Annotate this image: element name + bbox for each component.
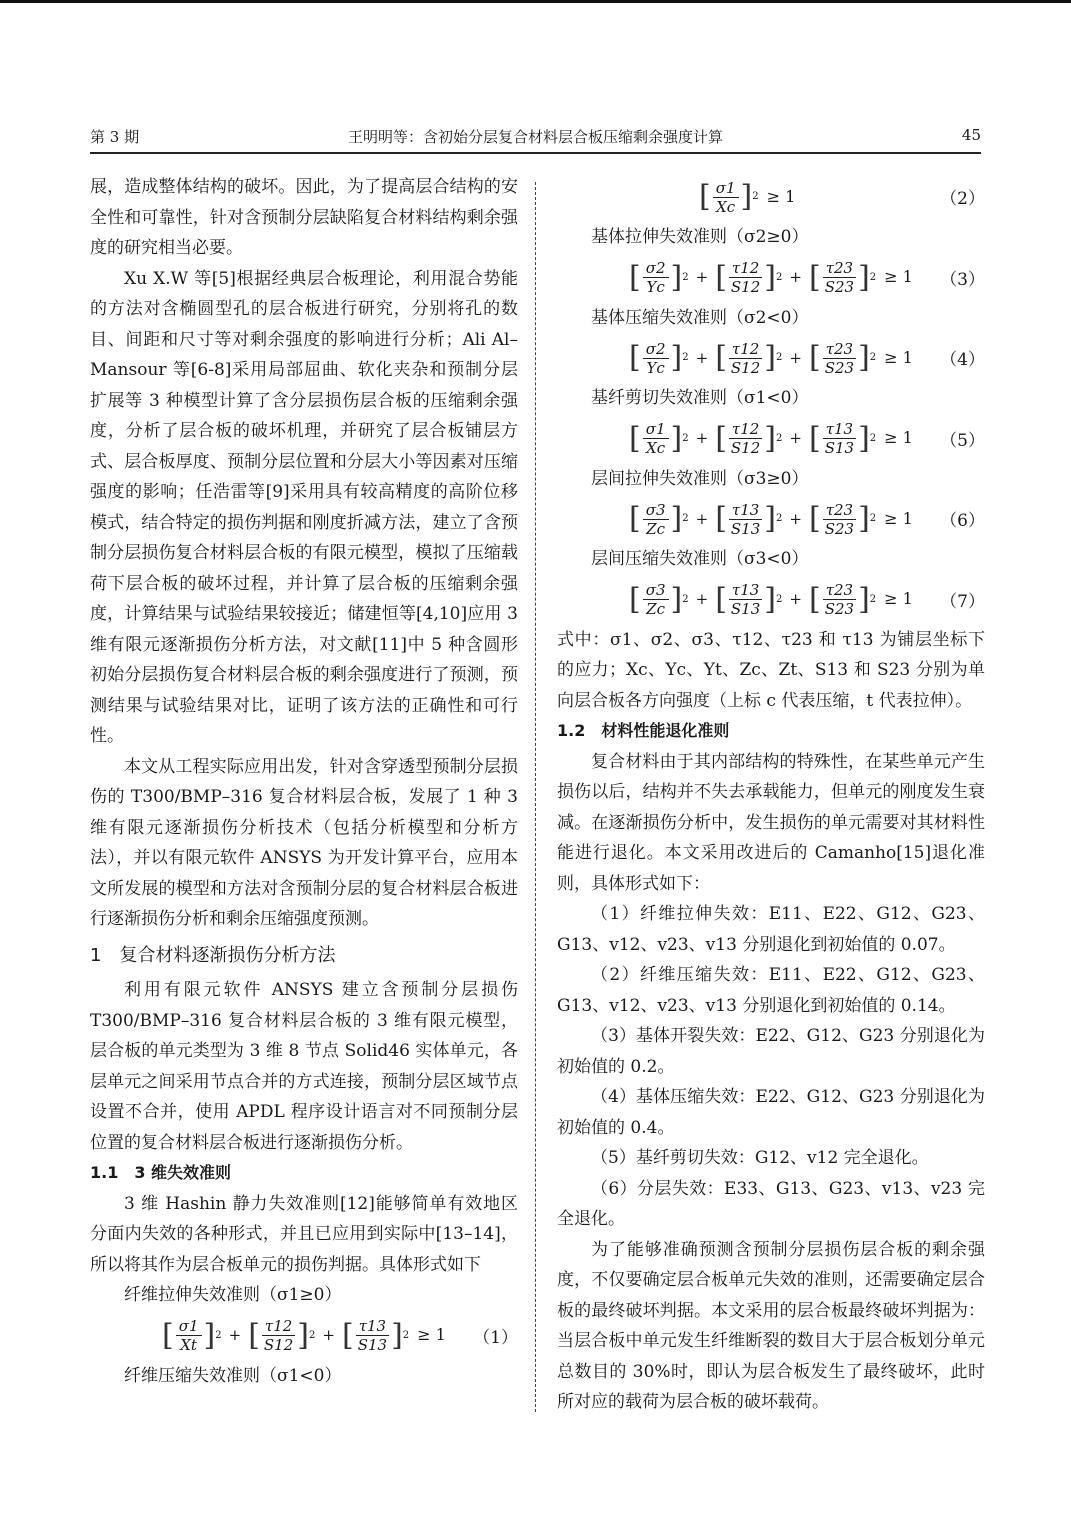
bracket-term: [ $\frac{\sigma 3}{Zc}$ ] 2 xyxy=(629,581,689,618)
paragraph: 利用有限元软件 ANSYS 建立含预制分层损伤 T300/BMP–316 复合材料层合板的 3 维有限元模型，层合板的单元类型为 3 维 8 节点 Solid46 实体单元，各层单元之间采用节点合并的方式连接，预制分层区域节点设置不合并，使用 APDL 程序设计语言对不同预制分层位置的复合材料层合板进行逐渐损伤分析。 xyxy=(90,980,518,1153)
plus-sign: + xyxy=(695,509,709,528)
equation xyxy=(557,333,985,383)
denominator: S13 xyxy=(357,1336,388,1354)
left-bracket: [ xyxy=(341,1317,354,1353)
criterion-label: 纤维拉伸失效准则（σ1≥0） xyxy=(124,1285,342,1305)
left-bracket: [ xyxy=(629,581,641,617)
fraction xyxy=(823,501,856,538)
left-bracket: [ xyxy=(808,259,821,295)
criterion-label: 纤维压缩失效准则（σ1<0） xyxy=(124,1365,342,1386)
right-bracket: ] xyxy=(764,501,777,536)
plus-sign: + xyxy=(789,429,802,448)
left-bracket: [ xyxy=(629,340,641,375)
inequality: ≥ 1 xyxy=(884,428,913,448)
bracket-term: [ $\frac{\tau 23}{S23}$ ] 2 xyxy=(808,259,877,296)
bracket-term: [ $\frac{\tau 13}{S13}$ ] 2 xyxy=(341,1317,410,1354)
running-header xyxy=(90,126,981,154)
right-bracket: ] xyxy=(670,501,683,536)
bracket-term: [ $\frac{\tau 12}{S12}$ ] 2 xyxy=(248,1317,316,1354)
numerator: τ13 xyxy=(823,420,856,439)
denominator: S13 xyxy=(730,519,761,538)
denominator: S13 xyxy=(824,439,855,457)
bracket-term: [ $\frac{\tau 12}{S12}$ ] 2 xyxy=(715,339,783,377)
equation-number: （7） xyxy=(940,591,985,612)
page-number: 45 xyxy=(961,126,981,144)
fraction xyxy=(823,259,856,296)
left-bracket: [ xyxy=(629,259,641,295)
denominator: S12 xyxy=(730,278,761,296)
left-bracket: [ xyxy=(808,501,821,536)
inequality: ≥ 1 xyxy=(884,508,913,528)
plus-sign: + xyxy=(322,1326,335,1345)
denominator: Zc xyxy=(646,519,666,538)
numerator: σ2 xyxy=(643,259,669,278)
bracket-term: [ $\frac{\tau 23}{S23}$ ] 2 xyxy=(808,339,877,377)
fraction xyxy=(823,340,856,377)
plus-sign: + xyxy=(695,429,709,448)
criterion-label: 层间压缩失效准则（σ3<0） xyxy=(591,549,809,569)
equation xyxy=(557,172,985,222)
criterion-label: 基纤剪切失效准则（σ1<0） xyxy=(591,388,809,408)
plus-sign: + xyxy=(228,1326,242,1345)
bracket-term: [ $\frac{\tau 13}{S13}$ ] 2 xyxy=(715,500,783,538)
bracket-term: [ $\frac{\sigma 1}{Xt}$ ] 2 xyxy=(162,1317,222,1354)
numerator: τ13 xyxy=(729,501,762,520)
fraction xyxy=(729,259,762,296)
right-bracket: ] xyxy=(858,581,870,617)
paragraph: 复合材料由于其内部结构的特殊性，在某些单元产生损伤以后，结构并不失去承载能力，但单元的刚度发生衰减。在逐渐损伤分析中，发生损伤的单元需要对其材料性能进行退化。本文采用改进后的 Camanho[15]退化准则，具体形式如下： xyxy=(557,751,985,894)
bracket-term: [ $\frac{\sigma 2}{Yc}$ ] 2 xyxy=(629,339,689,377)
right-bracket: ] xyxy=(391,1317,403,1353)
equation xyxy=(557,494,985,544)
left-column xyxy=(90,172,518,1391)
plus-sign: + xyxy=(789,509,802,528)
denominator: Zc xyxy=(646,600,666,618)
right-bracket: ] xyxy=(858,259,870,295)
denominator: Xc xyxy=(646,439,666,457)
criterion-label: 基体拉伸失效准则（σ2≥0） xyxy=(591,227,809,247)
inequality: ≥ 1 xyxy=(766,186,796,206)
numerator: τ12 xyxy=(262,1317,295,1336)
right-column xyxy=(557,172,985,1418)
plus-sign: + xyxy=(695,590,709,609)
paragraph: 3 维 Hashin 静力失效准则[12]能够简单有效地区分面内失效的各种形式，并且已应用到实际中[13–14]，所以将其作为层合板单元的损伤判据。具体形式如下 xyxy=(90,1193,518,1275)
fraction xyxy=(729,501,762,538)
plus-sign: + xyxy=(789,348,802,367)
right-bracket: ] xyxy=(858,420,870,456)
fraction xyxy=(356,1317,389,1354)
right-bracket: ] xyxy=(203,1317,216,1353)
bracket-term: [ $\frac{\tau 23}{S23}$ ] 2 xyxy=(808,500,877,538)
subsection-heading: 1.2 材料性能退化准则 xyxy=(557,721,730,740)
numerator: σ3 xyxy=(643,501,669,520)
fraction xyxy=(729,581,762,618)
numerator: σ1 xyxy=(713,179,739,198)
paragraph: 展，造成整体结构的破坏。因此，为了提高层合结构的安全性和可靠性，针对含预制分层缺陷复合材料结构剩余强度的研究相当必要。 xyxy=(90,177,518,258)
denominator: Xc xyxy=(716,197,736,216)
right-bracket: ] xyxy=(858,501,870,536)
numerator: σ2 xyxy=(643,340,669,359)
left-bracket: [ xyxy=(248,1317,260,1353)
right-bracket: ] xyxy=(764,581,777,617)
bracket-term: [ $\frac{\sigma 1}{Xc}$ ] 2 xyxy=(629,420,689,457)
equation-number: （1） xyxy=(473,1327,518,1348)
left-bracket: [ xyxy=(715,501,727,536)
plus-sign: + xyxy=(695,348,709,367)
fraction xyxy=(262,1317,295,1354)
right-bracket: ] xyxy=(764,259,777,295)
list-item: （1）纤维拉伸失效：E11、E22、G12、G23、G13、v12、v23、v13 分别退化到初始值的 0.07。 xyxy=(557,904,985,955)
list-item: （5）基纤剪切失效：G12、v12 完全退化。 xyxy=(591,1148,929,1168)
denominator: Yc xyxy=(646,278,665,296)
equation xyxy=(90,1311,518,1361)
right-bracket: ] xyxy=(764,340,777,375)
numerator: τ23 xyxy=(823,340,856,359)
numerator: τ23 xyxy=(823,501,856,520)
list-item: （3）基体开裂失效：E22、G12、G23 分别退化为初始值的 0.2。 xyxy=(557,1026,985,1077)
denominator: S12 xyxy=(730,358,761,377)
denominator: Yc xyxy=(646,358,665,377)
fraction xyxy=(643,501,669,538)
left-bracket: [ xyxy=(715,581,727,617)
denominator: S23 xyxy=(824,358,855,377)
right-bracket: ] xyxy=(670,259,683,295)
equation-number: （3） xyxy=(940,269,985,290)
denominator: S12 xyxy=(263,1336,294,1354)
fraction xyxy=(823,581,856,618)
bracket-term: [ $\frac{\sigma 3}{Zc}$ ] 2 xyxy=(629,500,689,538)
fraction xyxy=(643,259,669,296)
right-bracket: ] xyxy=(670,420,683,456)
bracket-term: [ $\frac{\sigma 1}{Xc}$ ] 2 xyxy=(699,178,759,216)
fraction xyxy=(643,581,669,618)
left-bracket: [ xyxy=(629,501,641,536)
running-title: 王明明等：含初始分层复合材料层合板压缩剩余强度计算 xyxy=(347,128,723,146)
numerator: τ12 xyxy=(729,259,762,278)
denominator: S12 xyxy=(730,439,761,457)
left-bracket: [ xyxy=(715,340,727,375)
list-item: （6）分层失效：E33、G13、G23、v13、v23 完全退化。 xyxy=(557,1178,985,1229)
plus-sign: + xyxy=(789,590,802,609)
list-item: （4）基体压缩失效：E22、G12、G23 分别退化为初始值的 0.4。 xyxy=(557,1087,985,1138)
plus-sign: + xyxy=(695,268,709,287)
equation-number: （2） xyxy=(940,189,985,209)
bracket-term: [ $\frac{\sigma 2}{Yc}$ ] 2 xyxy=(629,259,689,296)
numerator: σ1 xyxy=(643,420,669,439)
numerator: τ13 xyxy=(729,581,762,600)
fraction xyxy=(643,420,669,457)
fraction xyxy=(729,420,762,457)
inequality: ≥ 1 xyxy=(884,267,913,287)
fraction xyxy=(713,179,739,216)
bracket-term: [ $\frac{\tau 13}{S13}$ ] 2 xyxy=(715,581,783,618)
right-bracket: ] xyxy=(764,420,777,456)
numerator: σ3 xyxy=(643,581,669,600)
issue-number: 第 3 期 xyxy=(90,128,140,146)
inequality: ≥ 1 xyxy=(884,589,913,609)
paragraph: 式中：σ1、σ2、σ3、τ12、τ23 和 τ13 为铺层坐标下的应力；Xc、Yc、Yt、Zc、Zt、S13 和 S23 分别为单向层合板各方向强度（上标 c 代表压缩，t 代表拉伸）。 xyxy=(557,629,985,711)
denominator: S23 xyxy=(824,519,855,538)
section-heading: 1 复合材料逐渐损伤分析方法 xyxy=(90,944,336,966)
top-rule xyxy=(0,0,1071,3)
fraction xyxy=(643,340,669,377)
paragraph: Xu X.W 等[5]根据经典层合板理论，利用混合势能的方法对含椭圆型孔的层合板进行研究，分别将孔的数目、间距和尺寸等对剩余强度的影响进行分析；Ali Al–Mansour 等[6-8]采用局部屈曲、软化夹杂和预制分层扩展等 3 种模型计算了含分层损伤层合板的压缩剩余强度，分析了层合板的破坏机理，并研究了层合板铺层方式、层合板厚度、预制分层位置和分层大小等因素对压缩强度的影响；任浩雷等[9]采用具有较高精度的高阶位移模式，结合特定的损伤判据和刚度折减方法，建立了含预制分层损伤复合材料层合板的有限元模型，模拟了压缩载荷下层合板的破坏过程，并计算了层合板的压缩剩余强度，计算结果与试验结果较接近；储建恒等[4,10]应用 3 维有限元逐渐损伤分析方法，对文献[11]中 5 种含圆形初始分层损伤复合材料层合板的剩余强度进行了预测，预测结果与试验结果对比，证明了该方法的正确性和可行性。 xyxy=(90,268,518,746)
left-bracket: [ xyxy=(699,179,711,214)
list-item: （2）纤维压缩失效：E11、E22、G12、G23、G13、v12、v23、v13 分别退化到初始值的 0.14。 xyxy=(557,965,985,1016)
equation xyxy=(557,414,985,464)
right-bracket: ] xyxy=(858,340,870,375)
left-bracket: [ xyxy=(808,581,821,617)
bracket-term: [ $\frac{\tau 12}{S12}$ ] 2 xyxy=(715,420,783,457)
plus-sign: + xyxy=(789,268,802,287)
equation-number: （4） xyxy=(940,350,985,370)
numerator: τ12 xyxy=(729,420,762,439)
equation-number: （5） xyxy=(940,430,985,451)
denominator: S13 xyxy=(730,600,761,618)
right-bracket: ] xyxy=(297,1317,310,1353)
numerator: τ23 xyxy=(823,259,856,278)
criterion-label: 层间拉伸失效准则（σ3≥0） xyxy=(591,468,809,489)
numerator: τ23 xyxy=(823,581,856,600)
equation-number: （6） xyxy=(940,511,985,531)
paragraph: 为了能够准确预测含预制分层损伤层合板的剩余强度，不仅要确定层合板单元失效的准则，还需要确定层合板的最终破坏判据。本文采用的层合板最终破坏判据为：当层合板中单元发生纤维断裂的数目大于层合板划分单元总数目的 30%时，即认为层合板发生了最终破坏，此时所对应的载荷为层合板的破坏载荷。 xyxy=(557,1239,985,1412)
right-bracket: ] xyxy=(670,340,683,375)
denominator: Xt xyxy=(180,1336,197,1354)
denominator: S23 xyxy=(824,600,855,618)
denominator: S23 xyxy=(824,278,855,296)
left-bracket: [ xyxy=(715,259,727,295)
column-divider xyxy=(535,182,536,1412)
bracket-term: [ $\frac{\tau 23}{S23}$ ] 2 xyxy=(808,581,877,618)
bracket-term: [ $\frac{\tau 12}{S12}$ ] 2 xyxy=(715,259,783,296)
left-bracket: [ xyxy=(715,420,727,456)
subsection-heading: 1.1 3 维失效准则 xyxy=(90,1163,232,1182)
numerator: τ12 xyxy=(729,340,762,359)
fraction xyxy=(823,420,856,457)
bracket-term: [ $\frac{\tau 13}{S13}$ ] 2 xyxy=(808,420,877,457)
right-bracket: ] xyxy=(670,581,683,617)
inequality: ≥ 1 xyxy=(417,1325,446,1345)
numerator: σ1 xyxy=(176,1317,202,1336)
left-bracket: [ xyxy=(629,420,641,456)
paragraph: 本文从工程实际应用出发，针对含穿透型预制分层损伤的 T300/BMP–316 复合材料层合板，发展了 1 种 3 维有限元逐渐损伤分析技术（包括分析模型和分析方法），并以有限元软件 ANSYS 为开发计算平台，应用本文所发展的模型和方法对含预制分层的复合材料层合板进行逐渐损伤分析和剩余压缩强度预测。 xyxy=(90,756,518,929)
numerator: τ13 xyxy=(356,1317,389,1336)
equation xyxy=(557,575,985,625)
left-bracket: [ xyxy=(162,1317,174,1353)
left-bracket: [ xyxy=(808,420,821,456)
right-bracket: ] xyxy=(740,179,753,214)
fraction xyxy=(176,1317,202,1354)
criterion-label: 基体压缩失效准则（σ2<0） xyxy=(591,307,809,328)
left-bracket: [ xyxy=(808,340,821,375)
inequality: ≥ 1 xyxy=(884,347,913,367)
equation xyxy=(557,253,985,303)
fraction xyxy=(729,340,762,377)
